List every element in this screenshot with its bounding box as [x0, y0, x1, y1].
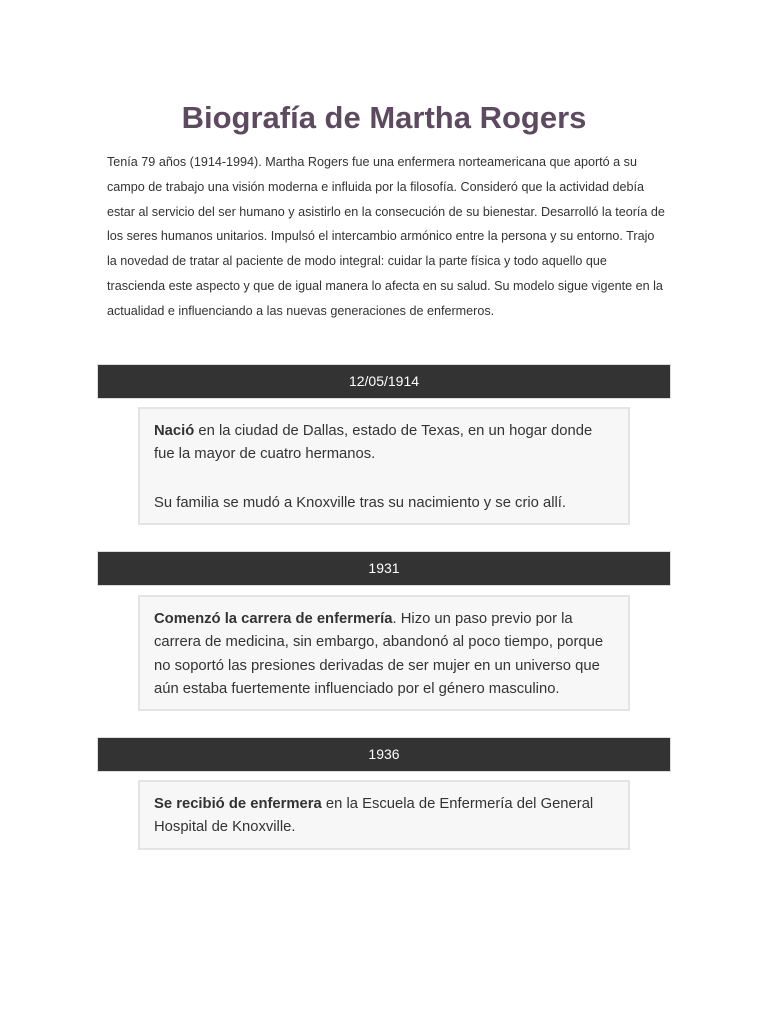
timeline-event-1931 [138, 595, 630, 711]
timeline-date-1936: 1936 [97, 737, 671, 772]
event-text [154, 608, 614, 701]
event-description: en la Escuela de Enfermería del General Hospital de Knoxville. [154, 796, 594, 836]
event-description: . Hizo un paso previo por la carrera de medicina, sin embargo, abandonó al poco tiempo, porque no soportó las presiones derivadas de ser mujer en un universo que aún estaba fuertemente influenciado por el género masculino. [154, 611, 604, 697]
timeline-date-1914: 12/05/1914 [97, 364, 671, 399]
timeline-date-1931: 1931 [97, 551, 671, 586]
timeline-event-1936 [138, 780, 630, 850]
event-text [154, 793, 614, 840]
event-extra: Su familia se mudó a Knoxville tras su nacimiento y se crio allí. [154, 494, 567, 511]
event-highlight: Nació [154, 423, 195, 439]
event-description: en la ciudad de Dallas, estado de Texas, en un hogar donde fue la mayor de cuatro hermanos. [154, 423, 593, 463]
page-title: Biografía de Martha Rogers [181, 100, 587, 135]
event-highlight: Se recibió de enfermera [154, 796, 322, 812]
intro-paragraph: Tenía 79 años (1914-1994). Martha Rogers fue una enfermera norteamericana que aportó a su campo de trabajo una visión moderna e influida por la filosofía. Consideró que la actividad debía estar al servicio del ser humano y asistirlo en la consecución de su bienestar. Desarrolló la teoría de los seres humanos unitarios. Impulsó el intercambio armónico entre la persona y su entorno. Trajo la novedad de tratar al paciente de modo integral: cuidar la parte física y todo aquello que trascienda este aspecto y que de igual manera lo afecta en su salud. Su modelo sigue vigente en la actualidad e influenciando a las nuevas generaciones de enfermeros. [107, 155, 665, 318]
event-highlight: Comenzó la carrera de enfermería [154, 611, 393, 627]
event-text [154, 420, 614, 467]
timeline-event-1914 [138, 407, 630, 525]
